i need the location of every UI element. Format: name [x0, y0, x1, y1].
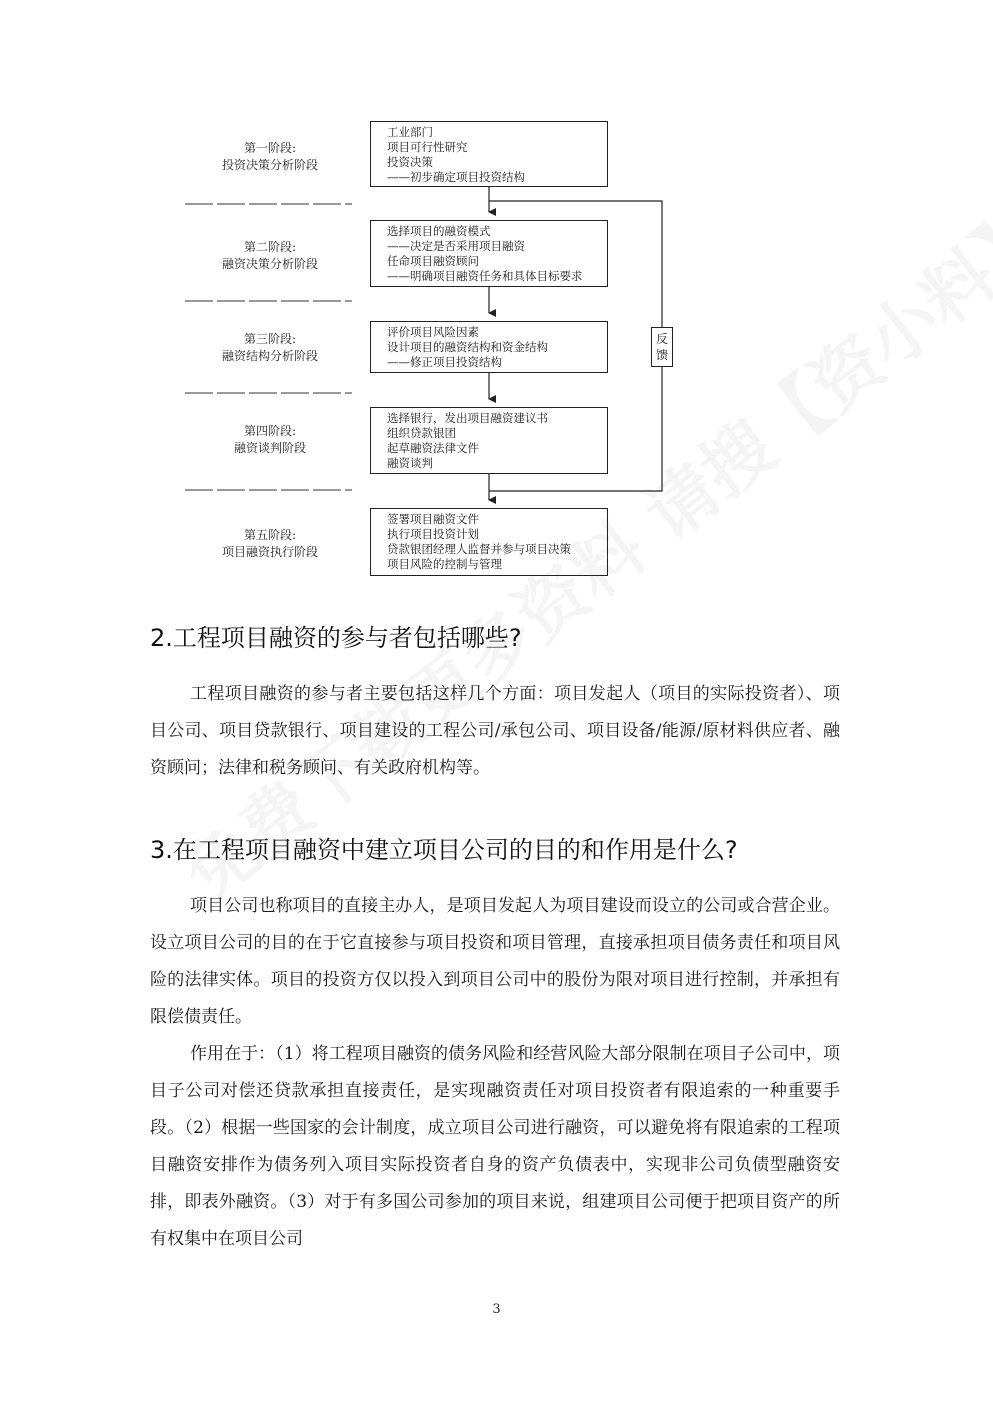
stage-2-box: 选择项目的融资模式 ——决定是否采用项目融资 任命项目融资顾问 ——明确项目融资任务和具体目标要求: [370, 220, 608, 287]
stage-2-label: 第二阶段: 融资决策分析阶段: [221, 240, 318, 271]
section-2-paragraph: 工程项目融资的参与者主要包括这样几个方面：项目发起人（项目的实际投资者）、项目公司、项目贷款银行、项目建设的工程公司/承包公司、项目设备/能源/原材料供应者、融资顾问；法律和税务顾问、有关政府机构等。: [150, 684, 840, 778]
stage-5-box: 签署项目融资文件 执行项目投资计划 贷款银团经理人监督并参与项目决策 项目风险的控制与管理: [370, 508, 608, 576]
stage-3-label: 第三阶段: 融资结构分析阶段: [221, 332, 318, 363]
stage-1-label: 第一阶段: 投资决策分析阶段: [221, 141, 318, 172]
stage-5-label: 第五阶段: 项目融资执行阶段: [221, 528, 318, 559]
stage-4-label: 第四阶段: 融资谈判阶段: [233, 424, 306, 455]
section-3-paragraph-1: 项目公司也称项目的直接主办人，是项目发起人为项目建设而设立的公司或合营企业。设立项目公司的目的在于它直接参与项目投资和项目管理，直接承担项目债务责任和项目风险的法律实体。项目的投资方仅以投入到项目公司中的股份为限对项目进行控制，并承担有限偿债责任。: [150, 896, 840, 1027]
financing-process-flowchart: [0, 0, 993, 600]
section-3-heading: 3.在工程项目融资中建立项目公司的目的和作用是什么?: [150, 836, 738, 864]
feedback-box: 反 馈: [651, 327, 673, 367]
page-number: 3: [492, 1302, 501, 1317]
stage-4-box: 选择银行，发出项目融资建议书 组织贷款银团 起草融资法律文件 融资谈判: [370, 407, 608, 474]
stage-3-box: 评价项目风险因素 设计项目的融资结构和资金结构 ——修正项目投资结构: [370, 321, 608, 373]
stage-1-box: 工业部门 项目可行性研究 投资决策 ——初步确定项目投资结构: [370, 121, 608, 187]
section-3-paragraph-2: 作用在于：（1）将工程项目融资的债务风险和经营风险大部分限制在项目子公司中，项目子公司对偿还贷款承担直接责任，是实现融资责任对项目投资者有限追索的一种重要手段。（2）根据一些国家的会计制度，成立项目公司进行融资，可以避免将有限追索的工程项目融资安排作为债务列入项目实际投资者自身的资产负债表中，实现非公司负债型融资安排，即表外融资。（3）对于有多国公司参加的项目来说，组建项目公司便于把项目资产的所有权集中在项目公司: [150, 1044, 840, 1249]
section-2-heading: 2.工程项目融资的参与者包括哪些?: [150, 624, 522, 652]
